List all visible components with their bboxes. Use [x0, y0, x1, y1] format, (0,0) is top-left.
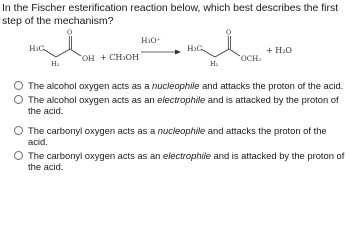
reaction-arrow: [141, 36, 181, 55]
option-1-text[interactable]: The alcohol oxygen acts as a nucleophile and attacks the proton of the acid.: [28, 80, 344, 91]
option-4-radio[interactable]: [14, 151, 23, 160]
option-2-radio[interactable]: [14, 95, 23, 104]
option-3[interactable]: [14, 125, 348, 148]
reactant-ch3-label: H₃C: [29, 44, 45, 53]
product-carbonyl-o: O: [226, 28, 232, 37]
byproduct-water: + H₂O: [266, 46, 292, 55]
product-ch2-label: H₂: [210, 60, 219, 68]
reaction-scheme: [0, 28, 350, 78]
option-1-radio[interactable]: [14, 81, 23, 90]
option-1[interactable]: [14, 80, 348, 92]
catalyst-label: H₃O⁺: [141, 36, 161, 45]
reactant-propanoic-acid: [29, 29, 95, 69]
reagent-methanol: + CH₃OH: [100, 53, 140, 62]
option-3-text[interactable]: The carbonyl oxygen acts as a nucleophile and attacks the proton of the acid.: [28, 124, 327, 147]
answer-options: [14, 80, 348, 173]
option-3-radio[interactable]: [14, 126, 23, 135]
reactant-carbonyl-o: O: [67, 28, 73, 37]
option-2-text[interactable]: The alcohol oxygen acts as an electrophile and is attacked by the proton of the acid.: [28, 93, 339, 116]
product-methyl-propanoate: [187, 29, 261, 69]
product-ch3-label: H₃C: [187, 44, 203, 53]
option-4-text[interactable]: The carbonyl oxygen acts as an electrophile and is attacked by the proton of the acid.: [28, 149, 345, 172]
reactant-ch2-label: H₂: [51, 60, 60, 68]
option-4[interactable]: [14, 150, 348, 173]
product-methoxy: OCH₃: [241, 55, 262, 63]
question-text: In the Fischer esterification reaction below, which best describes the first step of the mechanism?: [2, 2, 339, 27]
reactant-hydroxyl: OH: [82, 54, 95, 63]
option-2[interactable]: [14, 94, 348, 117]
